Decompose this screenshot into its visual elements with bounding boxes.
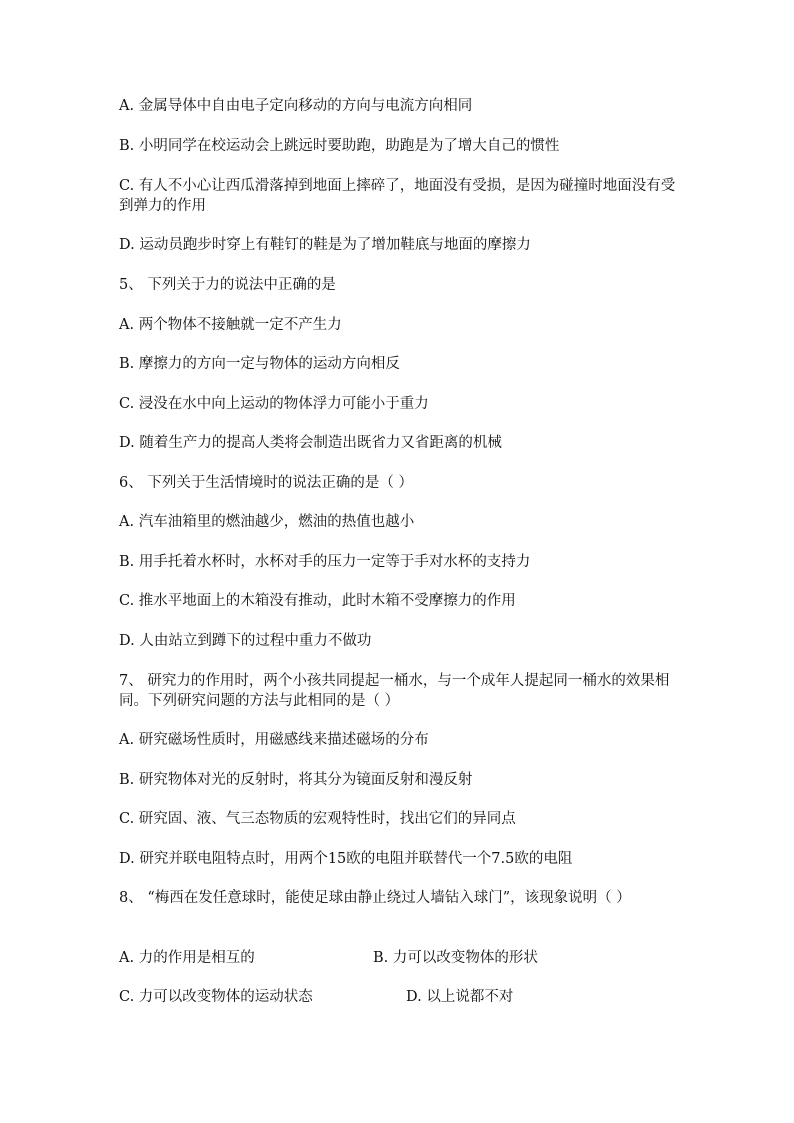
q8-options-row-2 [119, 987, 679, 1007]
q4-option-d: D. 运动员跑步时穿上有鞋钉的鞋是为了增加鞋底与地面的摩擦力 [119, 237, 531, 253]
q6-stem: 6、 下列关于生活情境时的说法正确的是（ ） [119, 475, 413, 491]
q8-option-c: C. 力可以改变物体的运动状态 [119, 989, 313, 1005]
q6-option-a: A. 汽车油箱里的燃油越少，燃油的热值也越小 [119, 514, 415, 530]
q6-option-d: D. 人由站立到蹲下的过程中重力不做功 [119, 633, 372, 649]
q5-stem: 5、 下列关于力的说法中正确的是 [119, 277, 336, 293]
q5-option-b: B. 摩擦力的方向一定与物体的运动方向相反 [119, 356, 400, 372]
q7-option-d: D. 研究并联电阻特点时，用两个15欧的电阻并联替代一个7.5欧的电阻 [119, 851, 573, 867]
q4-option-a: A. 金属导体中自由电子定向移动的方向与电流方向相同 [119, 98, 473, 114]
q7-option-b: B. 研究物体对光的反射时，将其分为镜面反射和漫反射 [119, 772, 473, 788]
q4-option-b: B. 小明同学在校运动会上跳远时要助跑，助跑是为了增大自己的惯性 [119, 138, 560, 154]
q8-option-d: D. 以上说都不对 [406, 989, 514, 1005]
q7-option-a: A. 研究磁场性质时，用磁感线来描述磁场的分布 [119, 732, 429, 748]
q7-option-c: C. 研究固、液、气三态物质的宏观特性时，找出它们的异同点 [119, 811, 516, 827]
q8-stem: 8、 “梅西在发任意球时，能使足球由静止绕过人墙钻入球门”，该现象说明（ ） [119, 890, 631, 906]
q6-option-c: C. 推水平地面上的木箱没有推动，此时木箱不受摩擦力的作用 [119, 593, 516, 609]
q8-option-b: B. 力可以改变物体的形状 [373, 950, 538, 966]
q5-option-d: D. 随着生产力的提高人类将会制造出既省力又省距离的机械 [119, 435, 502, 451]
q4-option-c: C. 有人不小心让西瓜滑落掉到地面上摔碎了，地面没有受损，是因为碰撞时地面没有受到弹力的作用 [119, 178, 676, 214]
q5-option-c: C. 浸没在水中向上运动的物体浮力可能小于重力 [119, 396, 429, 412]
q8-options-row-1 [119, 948, 679, 968]
q6-option-b: B. 用手托着水杯时，水杯对手的压力一定等于手对水杯的支持力 [119, 554, 531, 570]
q8-option-a: A. 力的作用是相互的 [119, 950, 255, 966]
q7-stem: 7、 研究力的作用时，两个小孩共同提起一桶水，与一个成年人提起同一桶水的效果相同。下列研究问题的方法与此相同的是（ ） [119, 673, 670, 709]
q5-option-a: A. 两个物体不接触就一定不产生力 [119, 317, 342, 333]
